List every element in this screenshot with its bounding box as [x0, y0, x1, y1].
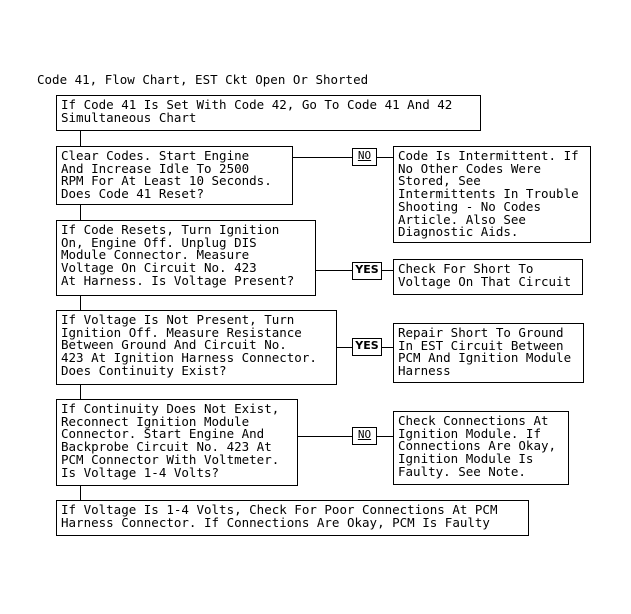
branch-label-yes-2: YES [352, 338, 382, 356]
branch-label-no-1: NO [352, 148, 377, 166]
step-box-4: If Voltage Is Not Present, Turn Ignition Off. Measure Resistance Between Ground And Circuit No. 423 At Ignition Harness Connector. Does Continuity Exist? [56, 310, 337, 385]
chart-title: Code 41, Flow Chart, EST Ckt Open Or Shorted [37, 72, 369, 87]
result-box-1: Code Is Intermittent. If No Other Codes Were Stored, See Intermittents In Trouble Shooting - No Codes Article. Also See Diagnostic Aids. [393, 146, 591, 243]
branch-label-yes-1: YES [352, 262, 382, 280]
step-box-3: If Code Resets, Turn Ignition On, Engine Off. Unplug DIS Module Connector. Measure Voltage On Circuit No. 423 At Harness. Is Voltage Present? [56, 220, 316, 296]
step-box-2: Clear Codes. Start Engine And Increase Idle To 2500 RPM For At Least 10 Seconds. Does Code 41 Reset? [56, 146, 293, 205]
step-box-6: If Voltage Is 1-4 Volts, Check For Poor Connections At PCM Harness Connector. If Connections Are Okay, PCM Is Faulty [56, 500, 529, 536]
step-box-1: If Code 41 Is Set With Code 42, Go To Code 41 And 42 Simultaneous Chart [56, 95, 481, 131]
step-box-5: If Continuity Does Not Exist, Reconnect Ignition Module Connector. Start Engine And Backprobe Circuit No. 423 At PCM Connector With Voltmeter. Is Voltage 1-4 Volts? [56, 399, 298, 486]
result-box-2: Check For Short To Voltage On That Circuit [393, 259, 583, 295]
result-box-4: Check Connections At Ignition Module. If Connections Are Okay, Ignition Module Is Faulty. See Note. [393, 411, 569, 485]
result-box-3: Repair Short To Ground In EST Circuit Between PCM And Ignition Module Harness [393, 323, 584, 383]
branch-label-no-2: NO [352, 427, 377, 445]
